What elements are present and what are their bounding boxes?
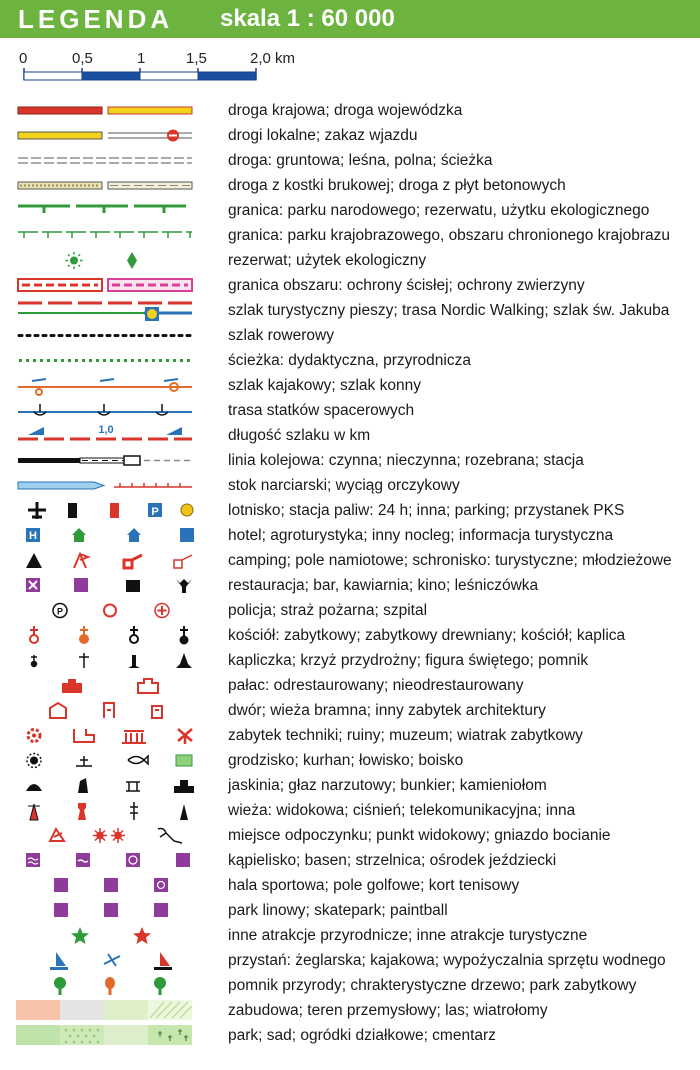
green-area-symbols bbox=[14, 1023, 196, 1048]
quarry-icon bbox=[174, 780, 194, 793]
legend-label: pałac: odrestaurowany; nieodrestaurowany bbox=[228, 677, 524, 694]
legend-label: grodzisko; kurhan; łowisko; boisko bbox=[228, 752, 464, 769]
recreation-symbols bbox=[14, 848, 196, 873]
legend-row-hillfort bbox=[0, 748, 700, 773]
characteristic-tree-icon bbox=[105, 977, 115, 995]
legend-label: lotnisko; stacja paliw: 24 h; inna; parking; przystanek PKS bbox=[228, 502, 625, 519]
youth-hostel-icon bbox=[174, 555, 192, 568]
legend-row-technical-monument bbox=[0, 723, 700, 748]
stork-nest-icon bbox=[158, 829, 182, 844]
bike-trail-symbol bbox=[14, 323, 196, 348]
national-road-symbol bbox=[14, 98, 196, 123]
legend-row-restaurant bbox=[0, 573, 700, 598]
railway-symbol bbox=[14, 448, 196, 473]
bathing-area-icon bbox=[26, 853, 40, 867]
camping-icon bbox=[26, 553, 42, 568]
legend-label: trasa statków spacerowych bbox=[228, 402, 415, 419]
camping-symbols bbox=[14, 548, 196, 573]
legend-label: park linowy; skatepark; paintball bbox=[228, 902, 448, 919]
tent-field-icon bbox=[74, 554, 88, 568]
cafe-icon bbox=[74, 578, 88, 592]
ecological-site-icon bbox=[127, 252, 137, 269]
map-scale: skala 1 : 60 000 bbox=[220, 5, 395, 32]
nature-attraction-icon bbox=[71, 927, 89, 944]
legend-row-accommodation bbox=[0, 523, 700, 548]
monument-icon bbox=[176, 653, 192, 668]
scale-tick-label: 1,5 bbox=[186, 50, 207, 67]
legend-row-rope-park bbox=[0, 898, 700, 923]
golf-course-icon bbox=[104, 878, 118, 892]
legend-row-local-road bbox=[0, 123, 700, 148]
paintball-icon bbox=[154, 903, 168, 917]
legend-label: miejsce odpoczynku; punkt widokowy; gniazdo bocianie bbox=[228, 827, 611, 844]
legend-label: szlak kajakowy; szlak konny bbox=[228, 377, 421, 394]
legend-label: kąpielisko; basen; strzelnica; ośrodek jeździecki bbox=[228, 852, 557, 869]
svg-text:P: P bbox=[56, 606, 64, 617]
viewpoint-icon bbox=[93, 828, 125, 843]
legend-label: wieża: widokowa; ciśnień; telekomunikacyjna; inna bbox=[228, 802, 576, 819]
tourist-attraction-icon bbox=[133, 927, 151, 944]
bus-stop-icon bbox=[181, 504, 193, 516]
shooting-range-icon bbox=[126, 853, 140, 867]
legend-label: linia kolejowa: czynna; nieczynna; rozebrana; stacja bbox=[228, 452, 584, 469]
manor-icon bbox=[50, 703, 66, 718]
land-use-symbols bbox=[14, 998, 196, 1023]
boat-route-symbol bbox=[14, 398, 196, 423]
marina-symbols bbox=[14, 948, 196, 973]
legend-label: hotel; agroturystyka; inny nocleg; informacja turystyczna bbox=[228, 527, 614, 544]
other-lodging-icon bbox=[127, 528, 141, 542]
airport-icon bbox=[28, 502, 46, 519]
bunker-icon bbox=[126, 782, 140, 791]
agritourism-icon bbox=[72, 528, 86, 542]
roadside-cross-icon bbox=[79, 653, 89, 668]
church-icon bbox=[130, 626, 138, 643]
legend-label: ścieżka: dydaktyczna, przyrodnicza bbox=[228, 352, 471, 369]
legend-row-sports-hall bbox=[0, 873, 700, 898]
legend-row-palace bbox=[0, 673, 700, 698]
scale-bar-graphic bbox=[20, 68, 280, 88]
shrine-symbols bbox=[14, 648, 196, 673]
st-james-shell-icon bbox=[147, 309, 157, 319]
legend-label: drogi lokalne; zakaz wjazdu bbox=[228, 127, 418, 144]
fishery-icon bbox=[128, 756, 148, 764]
legend-row-kayak-trail bbox=[0, 373, 700, 398]
gate-tower-icon bbox=[104, 703, 114, 718]
observation-tower-icon bbox=[28, 804, 40, 820]
legend-header bbox=[0, 0, 700, 38]
cobble-road-symbol bbox=[14, 173, 196, 198]
gas-station-icon bbox=[110, 503, 119, 518]
scale-tick-label: 2,0 km bbox=[250, 50, 296, 67]
wayside-shrine-icon bbox=[31, 655, 37, 667]
legend-row-dirt-road bbox=[0, 148, 700, 173]
legend-row-national-road bbox=[0, 98, 700, 123]
legend-row-police bbox=[0, 598, 700, 623]
attraction-symbols bbox=[14, 923, 196, 948]
legend-row-manor bbox=[0, 698, 700, 723]
trail-length-symbol bbox=[14, 423, 196, 448]
transport-symbols bbox=[14, 498, 196, 523]
legend-row-cobble-road bbox=[0, 173, 700, 198]
legend-row-transport bbox=[0, 498, 700, 523]
gas-station-24h-icon bbox=[68, 503, 77, 518]
legend-label: camping; pole namiotowe; schronisko: turystyczne; młodzieżowe bbox=[228, 552, 672, 569]
legend-label: inne atrakcje przyrodnicze; inne atrakcje turystyczne bbox=[228, 927, 588, 944]
forest-swatch bbox=[104, 1000, 148, 1020]
hiking-trail-symbol bbox=[14, 298, 196, 323]
rope-park-icon bbox=[54, 903, 68, 917]
restored-palace-icon bbox=[62, 679, 82, 693]
legend-row-reserve bbox=[0, 248, 700, 273]
rest-place-icon bbox=[50, 829, 64, 841]
other-architecture-icon bbox=[152, 706, 162, 718]
equestrian-center-icon bbox=[176, 853, 190, 867]
legend-label: granica: parku krajobrazowego, obszaru chronionego krajobrazu bbox=[228, 227, 671, 244]
tourist-hostel-icon bbox=[124, 555, 142, 568]
legend-row-tower bbox=[0, 798, 700, 823]
legend-label: jaskinia; głaz narzutowy; bunkier; kamieniołom bbox=[228, 777, 547, 794]
sports-field-icon bbox=[176, 755, 192, 766]
legend-row-land-use bbox=[0, 998, 700, 1023]
archaeology-symbols bbox=[14, 748, 196, 773]
legend-label: kościół: zabytkowy; zabytkowy drewniany; kościół; kaplica bbox=[228, 627, 626, 644]
fire-station-icon bbox=[104, 605, 116, 617]
legend-row-landscape-park-border bbox=[0, 223, 700, 248]
legend-row-bike-trail bbox=[0, 323, 700, 348]
swimming-pool-icon bbox=[76, 853, 90, 867]
legend-row-ski-slope bbox=[0, 473, 700, 498]
public-service-symbols bbox=[14, 598, 196, 623]
historic-church-icon bbox=[30, 626, 38, 643]
scale-tick-label: 1 bbox=[137, 50, 146, 67]
sailing-marina-icon bbox=[50, 952, 68, 970]
landscape-park-border-symbol bbox=[14, 223, 196, 248]
scale-tick-label: 0,5 bbox=[72, 50, 93, 67]
wooden-church-icon bbox=[80, 626, 88, 643]
ski-slope-symbol bbox=[14, 473, 196, 498]
tennis-court-icon bbox=[154, 878, 168, 892]
legend-row-marina bbox=[0, 948, 700, 973]
legend-row-park bbox=[0, 1023, 700, 1048]
water-equipment-rental-icon bbox=[154, 952, 172, 970]
industrial-area-swatch bbox=[60, 1000, 104, 1020]
reserve-icon bbox=[66, 252, 83, 269]
legend-row-shrine bbox=[0, 648, 700, 673]
legend-label: długość szlaku w km bbox=[228, 427, 371, 444]
church-symbols bbox=[14, 623, 196, 648]
telecom-tower-icon bbox=[130, 802, 138, 820]
legend-label: droga: gruntowa; leśna, polna; ścieżka bbox=[228, 152, 493, 169]
legend-row-national-park-border bbox=[0, 198, 700, 223]
hillfort-icon bbox=[27, 754, 41, 768]
forester-lodge-icon bbox=[176, 579, 192, 593]
legend-label: pomnik przyrody; chrakterystyczne drzewo; park zabytkowy bbox=[228, 977, 637, 994]
heritage-symbols bbox=[14, 723, 196, 748]
legend-row-trail-length bbox=[0, 423, 700, 448]
museum-icon bbox=[122, 731, 146, 743]
legend-label: granica: parku narodowego; rezerwatu, użytku ekologicznego bbox=[228, 202, 650, 219]
park-swatch bbox=[16, 1025, 60, 1045]
sports-hall-icon bbox=[54, 878, 68, 892]
other-tower-icon bbox=[180, 804, 188, 820]
manor-symbols bbox=[14, 698, 196, 723]
strict-protection-border-symbol bbox=[14, 273, 196, 298]
svg-text:P: P bbox=[151, 506, 159, 518]
barrow-icon bbox=[76, 756, 92, 766]
local-road-symbol bbox=[14, 123, 196, 148]
legend-label: restauracja; bar, kawiarnia; kino; leśniczówka bbox=[228, 577, 539, 594]
trail-length-value: 1,0 bbox=[98, 424, 114, 436]
kayak-marina-icon bbox=[104, 954, 120, 966]
nature-path-symbol bbox=[14, 348, 196, 373]
sports-symbols bbox=[14, 873, 196, 898]
legend-label: zabytek techniki; ruiny; muzeum; wiatrak zabytkowy bbox=[228, 727, 583, 744]
adventure-symbols bbox=[14, 898, 196, 923]
legend-label: park; sad; ogródki działkowe; cmentarz bbox=[228, 1027, 496, 1044]
legend-label: droga krajowa; droga wojewódzka bbox=[228, 102, 463, 119]
legend-label: szlak rowerowy bbox=[228, 327, 334, 344]
cinema-icon bbox=[126, 580, 140, 592]
natural-monument-icon bbox=[54, 977, 66, 995]
saint-figure-icon bbox=[128, 655, 140, 668]
built-up-area-swatch bbox=[16, 1000, 60, 1020]
geology-symbols bbox=[14, 773, 196, 798]
reserve-symbol bbox=[14, 248, 196, 273]
legend-row-bathing bbox=[0, 848, 700, 873]
rest-place-symbols bbox=[14, 823, 196, 848]
allotment-gardens-swatch bbox=[104, 1025, 148, 1045]
chapel-icon bbox=[180, 626, 188, 644]
unrestored-palace-icon bbox=[138, 679, 158, 693]
dirt-road-symbol bbox=[14, 148, 196, 173]
legend-row-other-attractions bbox=[0, 923, 700, 948]
legend-label: kapliczka; krzyż przydrożny; figura świętego; pomnik bbox=[228, 652, 589, 669]
historic-park-icon bbox=[154, 977, 166, 995]
water-tower-icon bbox=[78, 803, 86, 820]
legend-row-hiking-trail bbox=[0, 298, 700, 323]
tree-symbols bbox=[14, 973, 196, 998]
legend-label: rezerwat; użytek ekologiczny bbox=[228, 252, 427, 269]
tower-symbols bbox=[14, 798, 196, 823]
legend-label: policja; straż pożarna; szpital bbox=[228, 602, 428, 619]
accommodation-symbols bbox=[14, 523, 196, 548]
legend-label: hala sportowa; pole golfowe; kort tenisowy bbox=[228, 877, 520, 894]
legend-row-nature-path bbox=[0, 348, 700, 373]
legend-row-rest-place bbox=[0, 823, 700, 848]
legend-label: dwór; wieża bramna; inny zabytek architektury bbox=[228, 702, 546, 719]
tourist-info-icon bbox=[180, 528, 194, 542]
cave-icon bbox=[26, 784, 42, 791]
legend-label: przystań: żeglarska; kajakowa; wypożyczalnia sprzętu wodnego bbox=[228, 952, 666, 969]
legend-row-boat-route bbox=[0, 398, 700, 423]
technical-monument-icon bbox=[28, 730, 40, 742]
erratic-boulder-icon bbox=[78, 778, 88, 793]
svg-text:H: H bbox=[29, 530, 37, 542]
legend-label: stok narciarski; wyciąg orczykowy bbox=[228, 477, 460, 494]
kayak-trail-symbol bbox=[14, 373, 196, 398]
legend-row-church bbox=[0, 623, 700, 648]
restaurant-symbols bbox=[14, 573, 196, 598]
national-park-border-symbol bbox=[14, 198, 196, 223]
legend-label: szlak turystyczny pieszy; trasa Nordic Walking; szlak św. Jakuba bbox=[228, 302, 670, 319]
legend-row-natural-monument bbox=[0, 973, 700, 998]
legend-row-camping bbox=[0, 548, 700, 573]
legend-label: granica obszaru: ochrony ścisłej; ochrony zwierzyny bbox=[228, 277, 585, 294]
legend-label: zabudowa; teren przemysłowy; las; wiatrołomy bbox=[228, 1002, 548, 1019]
legend-title: LEGENDA bbox=[18, 4, 174, 34]
windmill-icon bbox=[178, 729, 192, 744]
legend-row-strict-protection bbox=[0, 273, 700, 298]
ruins-icon bbox=[74, 729, 94, 742]
legend-label: droga z kostki brukowej; droga z płyt betonowych bbox=[228, 177, 566, 194]
legend-row-cave bbox=[0, 773, 700, 798]
scale-tick-label: 0 bbox=[19, 50, 28, 67]
skatepark-icon bbox=[104, 903, 118, 917]
legend-row-railway bbox=[0, 448, 700, 473]
palace-symbols bbox=[14, 673, 196, 698]
